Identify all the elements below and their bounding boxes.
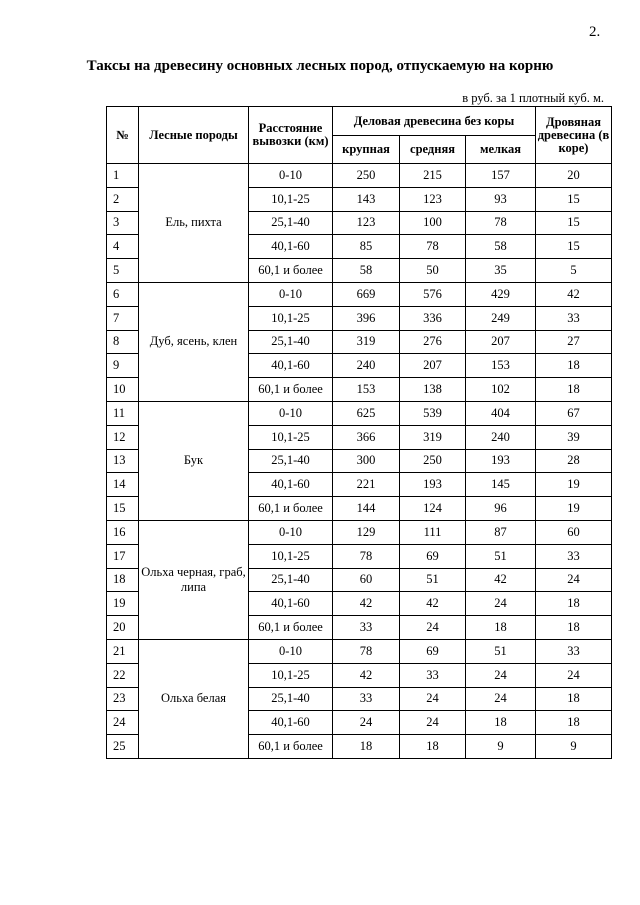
row-number: 4 bbox=[107, 235, 139, 259]
small-cell: 193 bbox=[466, 449, 536, 473]
medium-cell: 319 bbox=[400, 425, 466, 449]
medium-cell: 24 bbox=[400, 687, 466, 711]
species-cell: Ольха белая bbox=[139, 639, 249, 758]
distance-cell: 40,1-60 bbox=[249, 473, 333, 497]
distance-cell: 0-10 bbox=[249, 282, 333, 306]
firewood-cell: 19 bbox=[536, 497, 612, 521]
distance-cell: 25,1-40 bbox=[249, 687, 333, 711]
firewood-cell: 18 bbox=[536, 592, 612, 616]
firewood-cell: 18 bbox=[536, 711, 612, 735]
distance-cell: 10,1-25 bbox=[249, 544, 333, 568]
small-cell: 249 bbox=[466, 306, 536, 330]
small-cell: 51 bbox=[466, 639, 536, 663]
distance-cell: 60,1 и более bbox=[249, 378, 333, 402]
firewood-cell: 9 bbox=[536, 735, 612, 759]
small-cell: 78 bbox=[466, 211, 536, 235]
row-number: 8 bbox=[107, 330, 139, 354]
header-small: мелкая bbox=[466, 136, 536, 164]
small-cell: 157 bbox=[466, 164, 536, 188]
distance-cell: 10,1-25 bbox=[249, 306, 333, 330]
distance-cell: 25,1-40 bbox=[249, 211, 333, 235]
small-cell: 9 bbox=[466, 735, 536, 759]
medium-cell: 18 bbox=[400, 735, 466, 759]
row-number: 11 bbox=[107, 401, 139, 425]
firewood-cell: 67 bbox=[536, 401, 612, 425]
firewood-cell: 18 bbox=[536, 616, 612, 640]
firewood-cell: 20 bbox=[536, 164, 612, 188]
large-cell: 366 bbox=[333, 425, 400, 449]
row-number: 2 bbox=[107, 187, 139, 211]
small-cell: 429 bbox=[466, 282, 536, 306]
firewood-cell: 24 bbox=[536, 568, 612, 592]
row-number: 13 bbox=[107, 449, 139, 473]
small-cell: 58 bbox=[466, 235, 536, 259]
row-number: 1 bbox=[107, 164, 139, 188]
small-cell: 96 bbox=[466, 497, 536, 521]
small-cell: 93 bbox=[466, 187, 536, 211]
distance-cell: 60,1 и более bbox=[249, 616, 333, 640]
large-cell: 319 bbox=[333, 330, 400, 354]
distance-cell: 10,1-25 bbox=[249, 663, 333, 687]
small-cell: 153 bbox=[466, 354, 536, 378]
small-cell: 145 bbox=[466, 473, 536, 497]
firewood-cell: 27 bbox=[536, 330, 612, 354]
distance-cell: 25,1-40 bbox=[249, 449, 333, 473]
row-number: 23 bbox=[107, 687, 139, 711]
header-species: Лесные породы bbox=[139, 107, 249, 164]
row-number: 15 bbox=[107, 497, 139, 521]
distance-cell: 40,1-60 bbox=[249, 592, 333, 616]
tariff-table bbox=[106, 106, 612, 759]
firewood-cell: 33 bbox=[536, 544, 612, 568]
distance-cell: 0-10 bbox=[249, 639, 333, 663]
distance-cell: 40,1-60 bbox=[249, 235, 333, 259]
species-cell: Ольха черная, граб, липа bbox=[139, 520, 249, 639]
medium-cell: 138 bbox=[400, 378, 466, 402]
small-cell: 24 bbox=[466, 663, 536, 687]
large-cell: 85 bbox=[333, 235, 400, 259]
distance-cell: 10,1-25 bbox=[249, 187, 333, 211]
row-number: 10 bbox=[107, 378, 139, 402]
medium-cell: 69 bbox=[400, 544, 466, 568]
medium-cell: 24 bbox=[400, 616, 466, 640]
distance-cell: 0-10 bbox=[249, 164, 333, 188]
firewood-cell: 5 bbox=[536, 259, 612, 283]
row-number: 24 bbox=[107, 711, 139, 735]
medium-cell: 78 bbox=[400, 235, 466, 259]
firewood-cell: 18 bbox=[536, 687, 612, 711]
large-cell: 42 bbox=[333, 663, 400, 687]
medium-cell: 276 bbox=[400, 330, 466, 354]
medium-cell: 33 bbox=[400, 663, 466, 687]
medium-cell: 539 bbox=[400, 401, 466, 425]
firewood-cell: 18 bbox=[536, 354, 612, 378]
medium-cell: 123 bbox=[400, 187, 466, 211]
row-number: 7 bbox=[107, 306, 139, 330]
firewood-cell: 15 bbox=[536, 211, 612, 235]
firewood-cell: 60 bbox=[536, 520, 612, 544]
distance-cell: 40,1-60 bbox=[249, 711, 333, 735]
row-number: 18 bbox=[107, 568, 139, 592]
header-no: № bbox=[107, 107, 139, 164]
table-row bbox=[107, 639, 612, 663]
medium-cell: 42 bbox=[400, 592, 466, 616]
row-number: 3 bbox=[107, 211, 139, 235]
table-row bbox=[107, 164, 612, 188]
medium-cell: 124 bbox=[400, 497, 466, 521]
medium-cell: 50 bbox=[400, 259, 466, 283]
large-cell: 42 bbox=[333, 592, 400, 616]
medium-cell: 51 bbox=[400, 568, 466, 592]
row-number: 21 bbox=[107, 639, 139, 663]
row-number: 22 bbox=[107, 663, 139, 687]
firewood-cell: 15 bbox=[536, 187, 612, 211]
row-number: 9 bbox=[107, 354, 139, 378]
medium-cell: 111 bbox=[400, 520, 466, 544]
medium-cell: 250 bbox=[400, 449, 466, 473]
large-cell: 240 bbox=[333, 354, 400, 378]
large-cell: 129 bbox=[333, 520, 400, 544]
firewood-cell: 28 bbox=[536, 449, 612, 473]
large-cell: 143 bbox=[333, 187, 400, 211]
medium-cell: 207 bbox=[400, 354, 466, 378]
medium-cell: 215 bbox=[400, 164, 466, 188]
species-cell: Бук bbox=[139, 401, 249, 520]
small-cell: 404 bbox=[466, 401, 536, 425]
firewood-cell: 42 bbox=[536, 282, 612, 306]
firewood-cell: 15 bbox=[536, 235, 612, 259]
row-number: 14 bbox=[107, 473, 139, 497]
firewood-cell: 19 bbox=[536, 473, 612, 497]
header-business-wood: Деловая древесина без коры bbox=[333, 107, 536, 136]
large-cell: 625 bbox=[333, 401, 400, 425]
small-cell: 42 bbox=[466, 568, 536, 592]
large-cell: 221 bbox=[333, 473, 400, 497]
document-title: Таксы на древесину основных лесных пород, отпускаемую на корню bbox=[86, 58, 554, 74]
distance-cell: 10,1-25 bbox=[249, 425, 333, 449]
medium-cell: 576 bbox=[400, 282, 466, 306]
distance-cell: 60,1 и более bbox=[249, 497, 333, 521]
header-large: крупная bbox=[333, 136, 400, 164]
distance-cell: 25,1-40 bbox=[249, 330, 333, 354]
small-cell: 102 bbox=[466, 378, 536, 402]
large-cell: 78 bbox=[333, 544, 400, 568]
distance-cell: 40,1-60 bbox=[249, 354, 333, 378]
distance-cell: 25,1-40 bbox=[249, 568, 333, 592]
distance-cell: 60,1 и более bbox=[249, 259, 333, 283]
small-cell: 51 bbox=[466, 544, 536, 568]
table-body bbox=[107, 164, 612, 759]
row-number: 19 bbox=[107, 592, 139, 616]
firewood-cell: 33 bbox=[536, 639, 612, 663]
row-number: 17 bbox=[107, 544, 139, 568]
small-cell: 87 bbox=[466, 520, 536, 544]
header-distance: Расстояние вывозки (км) bbox=[249, 107, 333, 164]
firewood-cell: 18 bbox=[536, 378, 612, 402]
row-number: 12 bbox=[107, 425, 139, 449]
header-medium: средняя bbox=[400, 136, 466, 164]
distance-cell: 0-10 bbox=[249, 520, 333, 544]
large-cell: 396 bbox=[333, 306, 400, 330]
row-number: 20 bbox=[107, 616, 139, 640]
small-cell: 24 bbox=[466, 687, 536, 711]
medium-cell: 100 bbox=[400, 211, 466, 235]
row-number: 25 bbox=[107, 735, 139, 759]
firewood-cell: 33 bbox=[536, 306, 612, 330]
row-number: 6 bbox=[107, 282, 139, 306]
medium-cell: 69 bbox=[400, 639, 466, 663]
large-cell: 60 bbox=[333, 568, 400, 592]
large-cell: 33 bbox=[333, 616, 400, 640]
table-row bbox=[107, 520, 612, 544]
header-firewood: Дровяная древесина (в коре) bbox=[536, 107, 612, 164]
species-cell: Ель, пихта bbox=[139, 164, 249, 283]
large-cell: 300 bbox=[333, 449, 400, 473]
large-cell: 123 bbox=[333, 211, 400, 235]
row-number: 16 bbox=[107, 520, 139, 544]
small-cell: 18 bbox=[466, 711, 536, 735]
page-number: 2. bbox=[589, 24, 601, 40]
row-number: 5 bbox=[107, 259, 139, 283]
large-cell: 153 bbox=[333, 378, 400, 402]
large-cell: 18 bbox=[333, 735, 400, 759]
large-cell: 144 bbox=[333, 497, 400, 521]
unit-note: в руб. за 1 плотный куб. м. bbox=[462, 91, 604, 105]
large-cell: 250 bbox=[333, 164, 400, 188]
small-cell: 35 bbox=[466, 259, 536, 283]
large-cell: 78 bbox=[333, 639, 400, 663]
medium-cell: 336 bbox=[400, 306, 466, 330]
firewood-cell: 39 bbox=[536, 425, 612, 449]
medium-cell: 193 bbox=[400, 473, 466, 497]
large-cell: 24 bbox=[333, 711, 400, 735]
firewood-cell: 24 bbox=[536, 663, 612, 687]
table-row bbox=[107, 282, 612, 306]
table-row bbox=[107, 401, 612, 425]
large-cell: 33 bbox=[333, 687, 400, 711]
medium-cell: 24 bbox=[400, 711, 466, 735]
large-cell: 669 bbox=[333, 282, 400, 306]
small-cell: 207 bbox=[466, 330, 536, 354]
small-cell: 240 bbox=[466, 425, 536, 449]
distance-cell: 60,1 и более bbox=[249, 735, 333, 759]
small-cell: 24 bbox=[466, 592, 536, 616]
large-cell: 58 bbox=[333, 259, 400, 283]
small-cell: 18 bbox=[466, 616, 536, 640]
species-cell: Дуб, ясень, клен bbox=[139, 282, 249, 401]
distance-cell: 0-10 bbox=[249, 401, 333, 425]
